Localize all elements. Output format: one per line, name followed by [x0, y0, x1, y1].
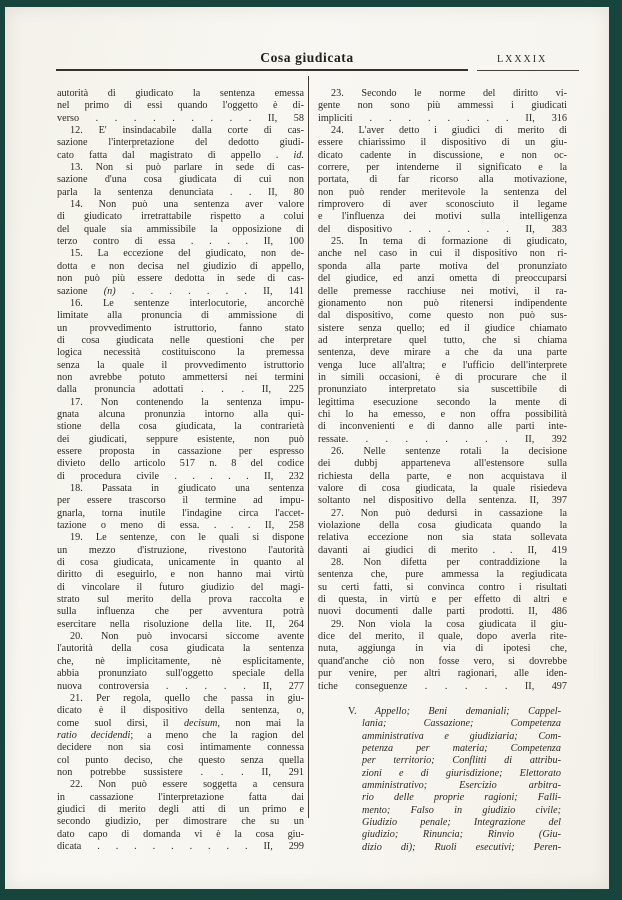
text-line — [57, 631, 304, 643]
text-line — [318, 211, 567, 223]
text-line — [57, 187, 304, 199]
text-line — [57, 816, 304, 828]
text-line — [318, 162, 567, 174]
text-segment: di vincolare il futuro giudizio del magi- — [57, 581, 304, 593]
text-line — [318, 619, 567, 631]
text-segment: in cassazione l'interpretazione fatta dai — [57, 791, 304, 803]
text-line — [57, 767, 304, 779]
text-segment: di questa, in virtù e per effetto di altri e — [318, 594, 567, 606]
text-segment: diritto di eseguirlo, e non hanno mai virtù — [57, 569, 304, 581]
text-segment: gionamento non può ritenersi indipendente — [318, 297, 567, 309]
text-segment: 22. Non può essere soggetta a censura — [70, 779, 304, 791]
text-segment: zioni e di giurisdizione; Elettorato — [362, 767, 561, 779]
text-line — [57, 125, 304, 137]
text-segment: amministrativa e giudiziaria; Com- — [362, 730, 561, 742]
cross-reference-index — [348, 706, 561, 854]
text-line — [57, 520, 304, 532]
text-segment: per essere trascorso il termine ad impu- — [57, 495, 304, 507]
text-segment: un provvedimento istruttorio, fanno stato — [57, 322, 304, 334]
text-line — [57, 582, 304, 594]
text-segment: ratio decidendi — [57, 729, 131, 741]
text-segment: dal dispositivo, come questo non può sus- — [318, 310, 567, 322]
text-segment: essere proposta in cassazione per espresso — [57, 445, 304, 457]
text-segment: dotta e non decisa nel giudizio di appello, — [57, 260, 304, 272]
text-line — [57, 792, 304, 804]
text-line — [318, 495, 567, 507]
text-line — [57, 273, 304, 285]
text-line — [318, 286, 567, 298]
text-segment: autorità di giudicato la sentenza emessa — [57, 88, 304, 99]
page-number: LXXXIX — [497, 54, 548, 65]
text-segment: soltanto nel dispositivo della sentenza. II, 397 — [318, 495, 567, 507]
text-line — [348, 792, 561, 804]
text-segment: correre, per intenderne il significato e la — [318, 162, 567, 174]
text-line — [57, 643, 304, 655]
text-line — [57, 261, 304, 273]
text-segment: rio delle proprie ragioni; Falli- — [362, 792, 561, 804]
text-segment: parla la sentenza denunciata . . II, 80 — [57, 186, 304, 198]
text-segment: sistere senza quello; ed il giudice chiamato — [318, 322, 567, 334]
text-segment: secondo giudizio, per dimostrare che su un — [57, 816, 304, 828]
text-line — [57, 409, 304, 421]
text-segment: sazione — [57, 285, 104, 297]
text-line — [348, 706, 561, 718]
text-line — [348, 743, 561, 755]
text-segment: 17. Non contenendo la sentenza impu- — [70, 396, 304, 408]
text-segment: Giudizio penale; Integrazione del — [362, 816, 561, 828]
text-line — [318, 594, 567, 606]
text-segment: 21. Per regola, quello che passa in giu- — [70, 692, 304, 704]
right-column-entries — [318, 88, 567, 693]
text-segment: Appello; Beni demaniali; Cappel- — [356, 705, 561, 717]
text-segment: abbia pronunziato sull'oggetto speciale della — [57, 668, 304, 680]
text-segment: id. — [293, 149, 304, 161]
text-line — [57, 619, 304, 631]
text-segment: chi lo ha emesso, e non offra possibilità — [318, 408, 567, 420]
text-segment: pronunziato interpretato sia suscettibile di — [318, 384, 567, 396]
text-segment: 29. Non viola la cosa giudicata il giu- — [331, 618, 567, 630]
text-segment: giudici di merito degli atti di un primo e — [57, 803, 304, 815]
text-segment: col punto deciso, che questo senza quella — [57, 754, 304, 766]
text-segment: per territorio; Conflitti di attribu- — [362, 755, 561, 767]
text-line — [57, 434, 304, 446]
text-segment: 18. Passata in giudicato una sentenza — [70, 483, 304, 494]
text-line — [57, 286, 304, 298]
text-segment: davanti ai giudici di merito . . II, 419 — [318, 544, 567, 556]
text-line — [318, 471, 567, 483]
text-segment: anche nel caso in cui il dispositivo non ri- — [318, 248, 567, 260]
text-segment: dei dubbj apparteneva all'estensore sulla — [318, 458, 567, 470]
text-line — [348, 780, 561, 792]
text-line — [318, 372, 567, 384]
text-line — [318, 397, 567, 409]
text-segment: rimprovero di aver sconosciuto il legame — [318, 199, 567, 211]
text-line — [348, 731, 561, 743]
text-line — [57, 693, 304, 705]
text-line — [57, 829, 304, 841]
text-line — [57, 594, 304, 606]
text-segment: di giudicato irretrattabile rispetto a colui — [57, 211, 304, 223]
text-line — [57, 742, 304, 754]
book-page — [5, 7, 609, 889]
text-line — [57, 458, 304, 470]
text-segment: sponda alla parte motiva del pronunziato — [318, 260, 567, 272]
text-segment: 27. Non può dedursi in cassazione la — [331, 507, 567, 519]
text-line — [57, 323, 304, 335]
text-segment: dicata . . . . . . . . . II, 299 — [57, 840, 304, 852]
text-line — [318, 631, 567, 643]
text-segment: 26. Nelle sentenze rotali la decisione — [331, 445, 567, 457]
text-line — [318, 409, 567, 421]
text-segment: limitate alla pronuncia di ammissione di — [57, 310, 304, 322]
text-line — [57, 532, 304, 544]
text-line — [318, 508, 567, 520]
text-line — [57, 705, 304, 717]
text-line — [57, 495, 304, 507]
text-line — [57, 150, 304, 162]
text-segment: un mezzo d'istruzione, rivestono l'autorità — [57, 544, 304, 556]
text-segment: (n) — [103, 285, 116, 297]
text-segment: dicato è il dispositivo della sentenza, o, — [57, 705, 304, 717]
text-line — [57, 310, 304, 322]
text-line — [57, 137, 304, 149]
text-segment: ad interpretare quel tutto, che si chiama — [318, 334, 567, 346]
text-line — [57, 100, 304, 112]
header-rule-main — [56, 69, 468, 71]
text-segment: dicato cadente in discussione, e non oc- — [318, 149, 567, 161]
text-line — [57, 224, 304, 236]
text-segment: di cosa giudicata nelle questioni che per — [57, 334, 304, 346]
text-segment: nuova controversia . . . . . II, 277 — [57, 680, 304, 692]
text-line — [318, 113, 567, 125]
text-line — [318, 273, 567, 285]
text-segment: delle premesse racchiuse nei motivi, il ra- — [318, 285, 567, 297]
text-line — [318, 174, 567, 186]
text-line — [318, 668, 567, 680]
text-segment: tiche conseguenze . . . . . II, 497 — [318, 680, 567, 692]
text-segment: del dispositivo . . . . . . II, 383 — [318, 223, 567, 235]
text-segment: ressate. . . . . . . . . II, 392 — [318, 433, 567, 445]
text-line — [57, 557, 304, 569]
text-segment: del quale sia ammissibile la opposizione di — [57, 223, 304, 235]
text-line — [57, 236, 304, 248]
text-line — [318, 199, 567, 211]
left-column — [57, 88, 304, 853]
text-line — [57, 360, 304, 372]
text-segment: violazione della cosa giudicata quando la — [318, 520, 567, 532]
text-line — [57, 508, 304, 520]
text-line — [318, 656, 567, 668]
text-segment: non può più essere dedotta in sede di cas- — [57, 273, 304, 285]
page-title: Cosa giudicata — [260, 50, 354, 65]
text-segment: 24. L'aver detto i giudici di merito di — [331, 125, 567, 137]
text-line — [318, 532, 567, 544]
text-segment: pur venire, per altri ragionari, alle iden- — [318, 668, 567, 680]
text-line — [57, 668, 304, 680]
text-line — [57, 681, 304, 693]
text-line — [318, 557, 567, 569]
text-line — [57, 298, 304, 310]
text-segment: non può render meritevole la sentenza del — [318, 186, 567, 198]
text-segment: essere chiarissimo il dispositivo di un giu- — [318, 137, 567, 149]
text-line — [348, 805, 561, 817]
text-line — [348, 768, 561, 780]
text-segment: e l'influenza dei motivi sulla intelligenza — [318, 211, 567, 223]
text-segment: legittima esecuzione secondo la mente di — [318, 396, 567, 408]
text-segment: 16. Le sentenze interlocutorie, ancorchè — [70, 297, 304, 309]
text-segment: portata, di far ricorso alla motivazione, — [318, 174, 567, 186]
text-segment: sentenza che, pure ammessa la regiudicata — [318, 569, 567, 581]
text-line — [318, 582, 567, 594]
text-line — [318, 606, 567, 618]
text-segment: dice del merito, il quale, dopo averla rite- — [318, 631, 567, 643]
text-line — [318, 446, 567, 458]
text-segment: mento; Falso in giudizio civile; — [362, 804, 561, 816]
text-line — [318, 187, 567, 199]
text-segment: 23. Secondo le norme del diritto vi- — [331, 88, 567, 99]
text-segment: dizio di); Ruoli esecutivi; Peren- — [362, 841, 561, 853]
text-segment: logica necessità costituiscono la premessa — [57, 347, 304, 359]
text-line — [318, 224, 567, 236]
text-segment: quand'anche ciò non fosse vero, si dovrebbe — [318, 655, 567, 667]
text-line — [57, 606, 304, 618]
text-segment: gente non sono più ammessi i giudicati — [318, 100, 567, 112]
text-segment: 19. Le sentenze, con le quali si dispone — [70, 532, 304, 544]
text-line — [57, 483, 304, 495]
text-line — [57, 347, 304, 359]
text-segment: sentenza, deve mirare a che da una parte — [318, 347, 567, 359]
text-line — [57, 397, 304, 409]
text-line — [318, 310, 567, 322]
header-rule-folio — [477, 70, 579, 71]
text-segment: nuta, aggiunga in via di ipotesi che, — [318, 643, 567, 655]
text-line — [318, 335, 567, 347]
text-segment: amministrativo; Esercizio arbitra- — [362, 779, 561, 791]
text-segment: divieto dello articolo 517 n. 8 del codice — [57, 458, 304, 470]
text-segment: di inconvenienti e di danno alle parti inte- — [318, 421, 567, 433]
text-line — [318, 88, 567, 100]
text-segment: 13. Non si può parlare in sede di cas- — [70, 162, 304, 174]
column-divider — [308, 76, 309, 818]
text-segment: di procedura civile . . . . . II, 232 — [57, 470, 304, 482]
text-segment: che, nè implicitamente, nè esplicitamente, — [57, 655, 304, 667]
text-line — [318, 483, 567, 495]
text-line — [318, 458, 567, 470]
text-line — [57, 755, 304, 767]
text-line — [57, 718, 304, 730]
text-segment: stione della cosa giudicata, la contrarietà — [57, 421, 304, 433]
text-segment: non potrebbe sussistere . . . II, 291 — [57, 766, 304, 778]
text-segment: terzo contro di essa . . . . II, 100 — [57, 236, 304, 248]
text-segment: relativa eccezione non sia stata sollevata — [318, 532, 567, 544]
text-line — [57, 174, 304, 186]
text-line — [318, 236, 567, 248]
text-segment: decisum — [183, 717, 218, 729]
text-segment: di cosa giudicata, unicamente in quanto al — [57, 557, 304, 569]
text-segment: gnata alcuna pronunzia intorno alla qui- — [57, 408, 304, 420]
text-line — [57, 841, 304, 853]
text-segment: , non mai la — [217, 717, 304, 729]
text-line — [57, 471, 304, 483]
text-line — [318, 434, 567, 446]
text-segment: V. — [348, 705, 357, 717]
text-line — [57, 113, 304, 125]
text-segment: strato sul merito della prova raccolta e — [57, 594, 304, 606]
text-line — [318, 681, 567, 693]
text-segment: come suol dirsi, il — [57, 717, 184, 729]
text-line — [318, 347, 567, 359]
text-line — [318, 150, 567, 162]
right-column — [318, 88, 567, 854]
text-segment: l'autorità della cosa giudicata la sentenza — [57, 643, 304, 655]
text-line — [57, 545, 304, 557]
text-segment: 15. La eccezione del giudicato, non de- — [70, 248, 304, 260]
text-line — [318, 520, 567, 532]
text-line — [318, 137, 567, 149]
text-line — [348, 817, 561, 829]
text-line — [318, 643, 567, 655]
text-line — [318, 384, 567, 396]
text-segment: esercitare nella risoluzione della lite. II, 264 — [57, 618, 304, 630]
text-segment: in simili occasioni, è di procurare che il — [318, 371, 567, 383]
text-line — [57, 779, 304, 791]
text-line — [57, 211, 304, 223]
text-line — [318, 545, 567, 557]
text-segment: 12. E' insindacabile dalla corte di cas- — [70, 125, 304, 137]
text-segment: sazione d'una cosa giudicata di cui non — [57, 174, 304, 186]
text-line — [318, 248, 567, 260]
text-segment: . . . . . . . II, 141 — [115, 285, 304, 297]
text-segment: 25. In tema di formazione di giudicato, — [331, 236, 567, 248]
text-segment: su certi fatti, si convinca contro i risultati — [318, 581, 567, 593]
text-segment: valore di cosa giudicata, la quale risiedeva — [318, 483, 567, 494]
text-segment: impliciti . . . . . . . . II, 316 — [318, 112, 567, 124]
text-segment: 28. Non difetta per contraddizione la — [331, 557, 567, 569]
text-line — [348, 755, 561, 767]
text-line — [57, 372, 304, 384]
text-segment: richiesta della parte, e non acquistava il — [318, 470, 567, 482]
text-line — [57, 88, 304, 100]
text-line — [57, 656, 304, 668]
text-line — [318, 421, 567, 433]
text-line — [318, 569, 567, 581]
text-line — [57, 421, 304, 433]
text-segment: lania; Cassazione; Competenza — [362, 718, 561, 730]
text-line — [348, 842, 561, 854]
text-line — [57, 730, 304, 742]
text-line — [318, 125, 567, 137]
text-segment: tazione o meno di essa. . . . II, 258 — [57, 520, 304, 532]
text-segment: sulla influenza che per avventura potrà — [57, 606, 304, 618]
text-segment: gnarla, torna inutile l'indagine circa l'accet- — [57, 507, 304, 519]
text-line — [57, 446, 304, 458]
text-segment: non avrebbe potuto ammettersi nei termini — [57, 371, 304, 383]
text-line — [348, 829, 561, 841]
text-line — [318, 323, 567, 335]
text-segment: dalla pronuncia adottati . . . II, 225 — [57, 384, 304, 396]
text-line — [318, 100, 567, 112]
text-segment: giudizio; Rinuncia; Rinvio (Giu- — [362, 829, 561, 841]
text-line — [57, 804, 304, 816]
text-segment: decidere non sia così intimamente connessa — [57, 742, 304, 754]
text-line — [57, 248, 304, 260]
text-segment: 20. Non può invocarsi siccome avente — [70, 631, 304, 643]
text-segment: verso . . . . . . . . . II, 58 — [57, 112, 304, 124]
text-segment: del giudice, ed anzi ometta di preoccuparsi — [318, 273, 567, 285]
text-segment: nuovi documenti dalle parti prodotti. II, 486 — [318, 606, 567, 618]
text-segment: senza la quale il provvedimento istruttorio — [57, 359, 304, 371]
text-line — [318, 261, 567, 273]
text-line — [57, 199, 304, 211]
text-segment: sazione l'interpretazione del dedotto giudi- — [57, 137, 304, 149]
text-segment: ; a meno che la ragion del — [130, 729, 304, 741]
text-segment: 14. Non può una sentenza aver valore — [70, 199, 304, 211]
text-segment: petenza per materia; Competenza — [362, 742, 561, 754]
text-segment: nel primo di essi quando l'oggetto è di- — [57, 100, 304, 112]
text-segment: dei giudicati, seppure esistente, non può — [57, 433, 304, 445]
text-segment: cato fatta dal magistrato di appello . — [57, 149, 294, 161]
text-line — [348, 718, 561, 730]
text-line — [57, 569, 304, 581]
text-line — [57, 384, 304, 396]
text-line — [57, 162, 304, 174]
text-segment: venga luce all'altra; e l'ufficio dell'interprete — [318, 359, 567, 371]
text-line — [318, 360, 567, 372]
text-line — [318, 298, 567, 310]
text-segment: dato capo di domanda vi è la cosa giu- — [57, 828, 304, 840]
text-line — [57, 335, 304, 347]
